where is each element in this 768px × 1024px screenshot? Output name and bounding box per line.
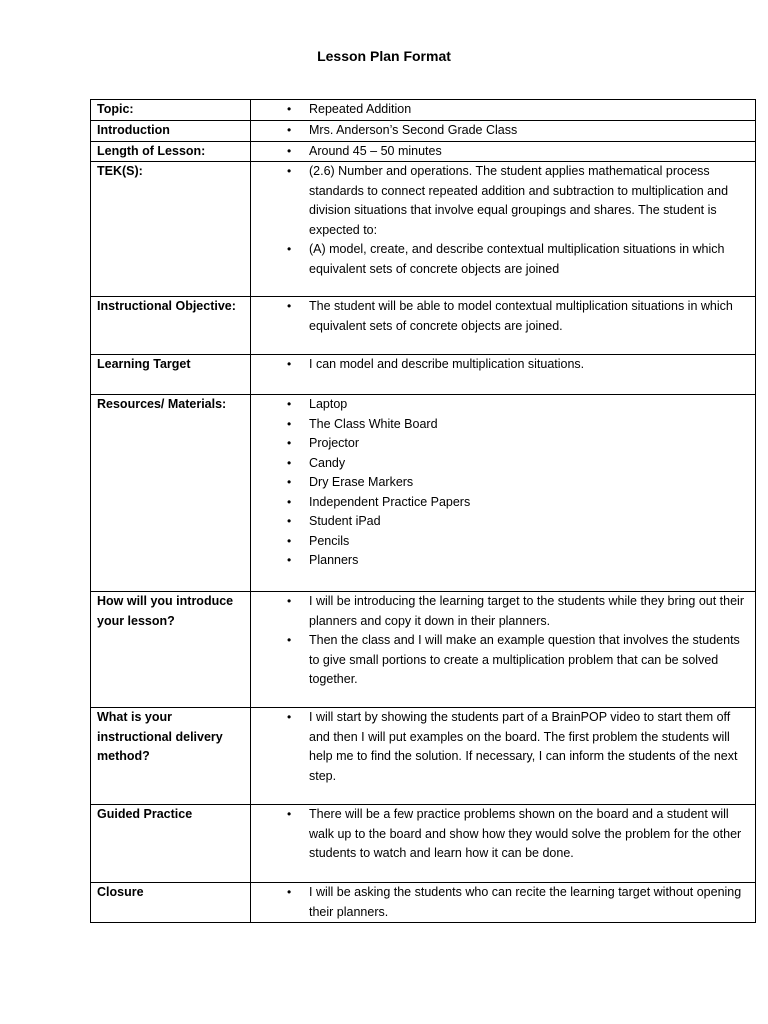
row-content (251, 708, 756, 805)
row-label: Topic: (91, 100, 251, 121)
list-item: • (2.6) Number and operations. The student applies mathematical process standards to connect repeated addition and subtraction to multiplication and division situations that involve equal groupings and shares. The student is expected to: (309, 162, 749, 240)
list-item: • Around 45 – 50 minutes (309, 142, 749, 162)
row-label: Closure (91, 883, 251, 923)
list-item: • (A) model, create, and describe contextual multiplication situations in which equivalent sets of concrete objects are joined (309, 240, 749, 279)
page-title: Lesson Plan Format (317, 48, 451, 64)
list-item: • There will be a few practice problems shown on the board and a student will walk up to the board and show how they would solve the problem for the other students to watch and learn how it can be done. (309, 805, 749, 864)
list-item: • Dry Erase Markers (309, 473, 749, 493)
bullet-list (257, 805, 749, 864)
lesson-plan-table (90, 99, 756, 923)
row-label: Resources/ Materials: (91, 395, 251, 592)
list-item: • Laptop (309, 395, 749, 415)
bullet-list (257, 592, 749, 690)
row-content (251, 395, 756, 592)
list-item: • I can model and describe multiplication situations. (309, 355, 749, 375)
table-row (91, 121, 756, 142)
bullet-list (257, 121, 749, 141)
list-item: • Repeated Addition (309, 100, 749, 120)
row-label: Instructional Objective: (91, 297, 251, 355)
row-label: Guided Practice (91, 805, 251, 883)
row-label: TEK(S): (91, 162, 251, 297)
list-item: • I will be asking the students who can recite the learning target without opening their planners. (309, 883, 749, 922)
lesson-plan-body (91, 100, 756, 923)
table-row (91, 162, 756, 297)
bullet-list (257, 355, 749, 375)
row-content (251, 297, 756, 355)
row-label: How will you introduce your lesson? (91, 592, 251, 708)
row-label: Introduction (91, 121, 251, 142)
list-item: • The Class White Board (309, 415, 749, 435)
bullet-list (257, 297, 749, 336)
bullet-list (257, 883, 749, 922)
row-content (251, 141, 756, 162)
table-row (91, 297, 756, 355)
table-row (91, 141, 756, 162)
bullet-list (257, 100, 749, 120)
table-row (91, 883, 756, 923)
list-item: • I will be introducing the learning target to the students while they bring out their planners and copy it down in their planners. (309, 592, 749, 631)
list-item: • Then the class and I will make an example question that involves the students to give small portions to create a multiplication problem that can be solved together. (309, 631, 749, 690)
list-item: • Pencils (309, 532, 749, 552)
list-item: • Independent Practice Papers (309, 493, 749, 513)
row-content (251, 805, 756, 883)
table-row (91, 100, 756, 121)
list-item: • The student will be able to model contextual multiplication situations in which equivalent sets of concrete objects are joined. (309, 297, 749, 336)
row-content (251, 100, 756, 121)
table-row (91, 592, 756, 708)
bullet-list (257, 708, 749, 786)
table-row (91, 395, 756, 592)
row-label: What is your instructional delivery method? (91, 708, 251, 805)
table-row (91, 355, 756, 395)
list-item: • Planners (309, 551, 749, 571)
list-item: • I will start by showing the students part of a BrainPOP video to start them off and then I will put examples on the board. The first problem the students will help me to find the solution. If necessary, I can inform the students of the next step. (309, 708, 749, 786)
bullet-list (257, 162, 749, 279)
row-content (251, 355, 756, 395)
list-item: • Candy (309, 454, 749, 474)
table-row (91, 805, 756, 883)
list-item: • Student iPad (309, 512, 749, 532)
row-content (251, 162, 756, 297)
table-row (91, 708, 756, 805)
row-content (251, 883, 756, 923)
row-content (251, 592, 756, 708)
bullet-list (257, 142, 749, 162)
row-label: Learning Target (91, 355, 251, 395)
row-label: Length of Lesson: (91, 141, 251, 162)
row-content (251, 121, 756, 142)
list-item: • Mrs. Anderson’s Second Grade Class (309, 121, 749, 141)
list-item: • Projector (309, 434, 749, 454)
bullet-list (257, 395, 749, 571)
